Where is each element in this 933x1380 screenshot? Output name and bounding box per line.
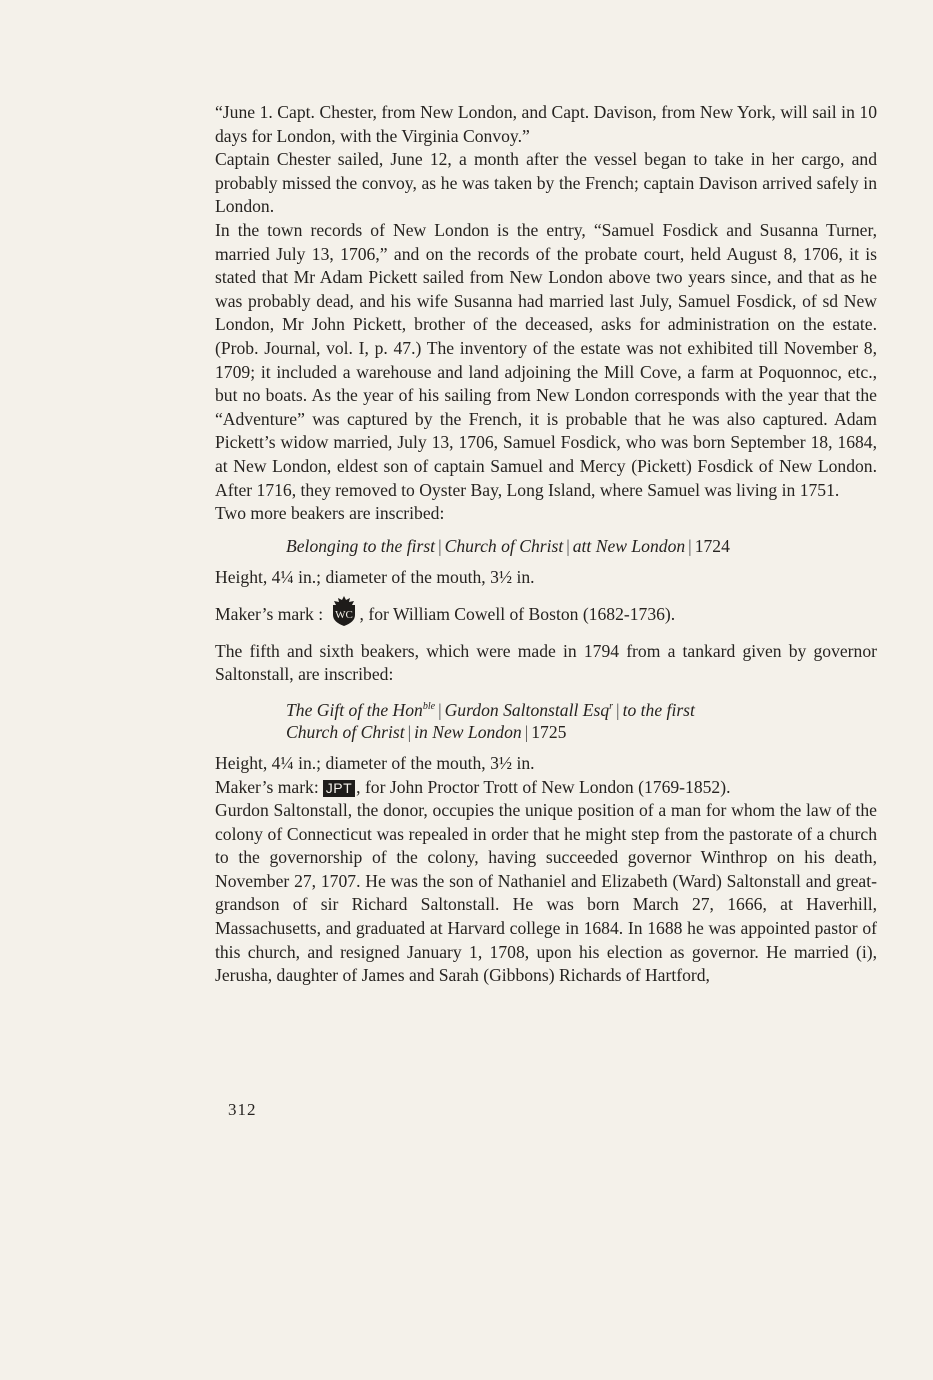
inscription-part: Gurdon Saltonstall Esq xyxy=(444,699,610,720)
text-block xyxy=(215,101,877,988)
divider-bar: | xyxy=(438,699,442,720)
jpt-mark-icon: JPT xyxy=(323,780,355,797)
inscription-part: Church of Christ xyxy=(286,721,405,742)
inscription-line-2 xyxy=(286,721,877,743)
dimensions-1: Height, 4¼ in.; diameter of the mouth, 3½ in. xyxy=(215,566,535,587)
inscription-part: Belonging to the first xyxy=(286,535,436,556)
paragraph-convoy-notice: “June 1. Capt. Chester, from New London, and Capt. Davison, from New York, will sail in 10 days for London, with the Virginia Convoy.” xyxy=(215,102,877,146)
paragraph-two-beakers: Two more beakers are inscribed: xyxy=(215,503,445,524)
divider-bar: | xyxy=(566,535,570,556)
inscription-part: in New London xyxy=(414,721,522,742)
divider-bar: | xyxy=(407,721,412,742)
inscription-superscript: ble xyxy=(422,701,436,713)
divider-bar: | xyxy=(438,535,442,556)
inscription-superscript: r xyxy=(609,701,614,713)
makers-mark-attribution: , for William Cowell of Boston (1682-1736). xyxy=(359,604,676,625)
paragraph-fifth-sixth-beakers: The fifth and sixth beakers, which were made in 1794 from a tankard given by governor Saltonstall, are inscribed: xyxy=(215,640,877,685)
page-number: 312 xyxy=(228,1100,257,1119)
inscription-line-1 xyxy=(286,696,877,721)
paragraph-chester-sailed: Captain Chester sailed, June 12, a month after the vessel began to take in her cargo, and probably missed the convoy, as he was taken by the French; captain Davison arrived safely in London. xyxy=(215,149,877,217)
inscription-year: 1725 xyxy=(531,721,567,742)
divider-bar: | xyxy=(688,535,692,556)
wc-mark-text: WC xyxy=(334,609,353,622)
makers-mark-label: Maker’s mark : xyxy=(215,604,324,625)
inscription-1724 xyxy=(286,535,877,557)
paragraph-town-records: In the town records of New London is the entry, “Samuel Fosdick and Susanna Turner, married July 13, 1706,” and on the records of the probate court, held August 8, 1706, it is stated that Mr Adam Pickett sailed from New London above two years since, and that as he was probably dead, and his wife Susanna had married last July, Samuel Fosdick, of sd New London, Mr John Pickett, brother of the deceased, asks for administration on the estate. (Prob. Journal, vol. I, p. 47.) The inventory of the estate was not exhibited till November 8, 1709; it included a warehouse and land adjoining the Mill Cove, a farm at Poquonnoc, etc., but no boats. As the year of his sailing from New London corresponds with the year that the “Adventure” was captured by the French, it is probable that he was also captured. Adam Pickett’s widow married, July 13, 1706, Samuel Fosdick, who was born September 18, 1684, at New London, eldest son of captain Samuel and Mercy (Pickett) Fosdick of New London. After 1716, they removed to Oyster Bay, Long Island, where Samuel was living in 1751. xyxy=(215,219,877,500)
divider-bar: | xyxy=(616,699,620,720)
wc-shield-mark-icon xyxy=(330,595,358,634)
divider-bar: | xyxy=(524,721,529,742)
inscription-part: Church of Christ xyxy=(444,535,564,556)
makers-mark-attribution: , for John Proctor Trott of New London (1769-1852). xyxy=(356,776,731,797)
inscription-1725 xyxy=(286,696,877,743)
inscription-part: The Gift of the Hon xyxy=(286,699,423,720)
makers-mark-trott xyxy=(215,776,877,800)
makers-mark-cowell xyxy=(215,595,877,634)
dimensions-2: Height, 4¼ in.; diameter of the mouth, 3½ in. xyxy=(215,752,535,773)
inscription-year: 1724 xyxy=(694,535,730,556)
inscription-part: att New London xyxy=(572,535,686,556)
makers-mark-label: Maker’s mark: xyxy=(215,776,319,797)
paragraph-gurdon-saltonstall: Gurdon Saltonstall, the donor, occupies the unique position of a man for whom the law of the colony of Connecticut was repealed in order that he might step from the pastorate of a church to the governorship of the colony, having succeeded governor Winthrop on his death, November 27, 1707. He was the son of Nathaniel and Elizabeth (Ward) Saltonstall and great-grandson of sir Richard Saltonstall. He was born March 27, 1666, at Haverhill, Massachusetts, and graduated at Harvard college in 1684. In 1688 he was appointed pastor of this church, and resigned January 1, 1708, upon his election as governor. He married (i), Jerusha, daughter of James and Sarah (Gibbons) Richards of Hartford, xyxy=(215,800,877,986)
inscription-part: to the first xyxy=(622,699,695,720)
